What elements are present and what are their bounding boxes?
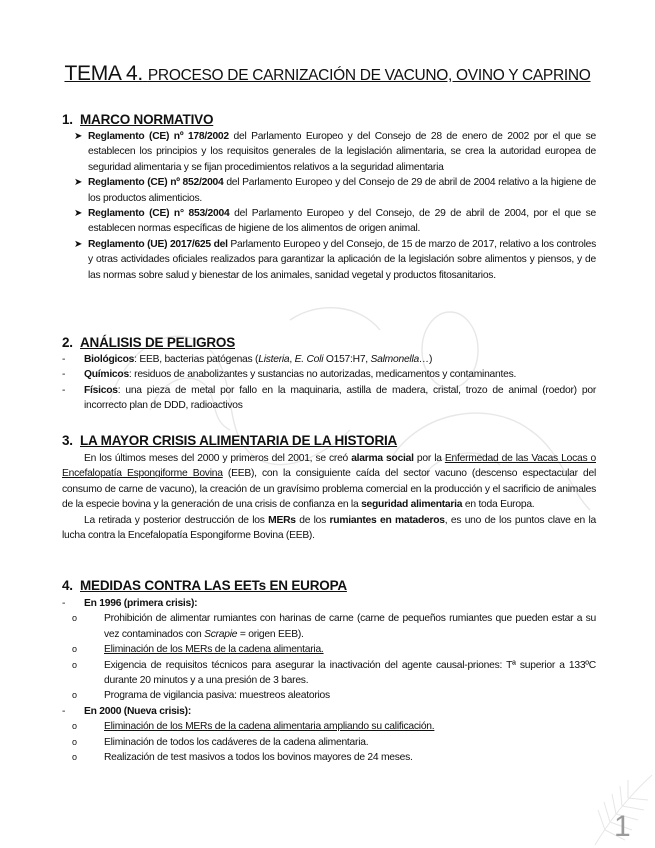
hazard-text: Listeria — [258, 354, 290, 365]
measure-text: = origen EEB). — [237, 628, 304, 640]
measure-item — [62, 719, 596, 734]
section-1-list — [62, 129, 596, 283]
hazard-label: Biológicos — [84, 354, 135, 365]
text-run: en toda Europa. — [462, 499, 535, 511]
hazard-text: , — [289, 354, 295, 365]
section-3-body — [62, 451, 596, 543]
text-run: Enfermedad de las Vacas Locas o Encefalopatía Espongiforme Bovina — [62, 453, 596, 480]
section-title: ANÁLISIS DE PELIGROS — [80, 335, 236, 350]
hazard-text: : una pieza de metal por fallo en la maquinaria, astilla de madera, cristal, trozo de animal (roedor) por incorrecto plan de DDD, radioactivos — [84, 384, 596, 412]
text-run: MERs — [268, 514, 296, 526]
measure-item — [62, 611, 596, 642]
regulation-name: Reglamento (UE) 2017/625 del — [88, 238, 228, 250]
arrow-bullet-icon: ➤ — [74, 238, 83, 250]
hazard-label: Químicos — [84, 369, 129, 381]
circle-bullet-icon: o — [72, 721, 77, 732]
hazard-item-chemical — [62, 367, 596, 382]
section-4-heading — [62, 578, 347, 594]
circle-bullet-icon: o — [72, 644, 77, 655]
measure-item — [62, 735, 596, 750]
section-title: MARCO NORMATIVO — [80, 112, 214, 127]
title-rest: PROCESO DE CARNIZACIÓN DE VACUNO, OVINO Y CAPRINO — [147, 67, 591, 84]
circle-bullet-icon: o — [72, 613, 77, 624]
title-tema: TEMA 4. — [64, 62, 143, 85]
section-4-list — [62, 596, 596, 765]
hazard-text: E. Coli — [294, 354, 324, 365]
dash-bullet: - — [62, 354, 66, 365]
regulation-text: del Parlamento Europeo y del Consejo de 29 de abril de 2004 relativo a la higiene de los productos alimenticios. — [88, 177, 596, 204]
measure-text: Realización de test masivos a todos los bovinos mayores de 24 meses. — [104, 752, 413, 764]
section-number: 2. — [62, 335, 73, 350]
circle-bullet-icon: o — [72, 659, 77, 670]
measure-item — [62, 642, 596, 657]
hazard-text: Salmonella… — [370, 354, 430, 365]
dash-bullet: - — [62, 598, 66, 609]
text-run: rumiantes en mataderos — [329, 514, 445, 526]
regulation-item — [62, 237, 596, 283]
section-2-list — [62, 352, 596, 414]
text-run: , es uno de los puntos clave en la lucha contra la Encefalopatía Espongiforme Bovina (EEB). — [62, 514, 596, 542]
dash-bullet: - — [62, 705, 66, 717]
regulation-item — [62, 129, 596, 175]
section-title: LA MAYOR CRISIS ALIMENTARIA DE LA HISTORIA — [80, 433, 398, 448]
group-label: En 1996 (primera crisis): — [84, 598, 198, 609]
measure-text: Eliminación de todos los cadáveres de la cadena alimentaria. — [104, 736, 369, 748]
regulation-name: Reglamento (CE) nº 852/2004 — [88, 177, 224, 189]
text-run: seguridad alimentaria — [361, 499, 463, 511]
section-number: 4. — [62, 578, 73, 593]
measures-group-2000 — [62, 704, 596, 719]
regulation-name: Reglamento (CE) n° 853/2004 — [88, 208, 230, 220]
paragraph — [62, 451, 596, 513]
measure-text: Scrapie — [204, 628, 238, 640]
regulation-item — [62, 175, 596, 206]
section-number: 1. — [62, 112, 73, 127]
measure-text: Eliminación de los MERs de la cadena alimentaria. — [104, 644, 324, 656]
measure-text: Programa de vigilancia pasiva: muestreos aleatorios — [104, 690, 330, 702]
text-run: por la — [413, 453, 445, 464]
section-title: MEDIDAS CONTRA LAS EETs EN EUROPA — [80, 578, 347, 593]
hazard-item-physical — [62, 383, 596, 414]
hazard-text: : EEB, bacterias patógenas ( — [134, 354, 259, 365]
measure-item — [62, 688, 596, 703]
dash-bullet: - — [62, 384, 66, 396]
text-run: (EEB), con la consiguiente caída del sector vacuno (descenso espectacular del consumo de carne de vacuno), la creación de un gravísimo problema comercial en la producción y el sacrificio de animales de la especie bovina y la generación de una crisis de confianza en la — [62, 468, 597, 511]
regulation-name: Reglamento (CE) nº 178/2002 — [88, 131, 229, 142]
page-number: 1 — [614, 810, 631, 843]
regulation-text: del Parlamento Europeo y del Consejo, de 29 de abril de 2004, por el que se establecen normas específicas de higiene de los alimentos de origen animal. — [88, 208, 596, 235]
regulation-item — [62, 206, 596, 237]
measure-item — [62, 750, 596, 765]
circle-bullet-icon: o — [72, 752, 77, 763]
measure-text: Eliminación de los MERs de la cadena alimentaria ampliando su calificación. — [104, 721, 435, 733]
section-3-heading — [62, 433, 397, 449]
arrow-bullet-icon: ➤ — [74, 131, 83, 142]
regulation-text: del Parlamento Europeo y del Consejo de 28 de enero de 2002 por el que se establecen los principios y los requisitos generales de la legislación alimentaria, se crea la autoridad europea de seguridad alimentaria y se fijan procedimientos relativos a la seguridad alimentaria — [88, 131, 596, 173]
section-2-heading — [62, 335, 235, 351]
measure-text: Prohibición de alimentar rumiantes con harinas de carne (carne de pequeños rumiantes que pueden estar a su vez contaminados con — [104, 613, 596, 640]
measures-group-1996 — [62, 596, 596, 611]
arrow-bullet-icon: ➤ — [74, 177, 83, 189]
circle-bullet-icon: o — [72, 736, 77, 747]
group-label: En 2000 (Nueva crisis): — [84, 705, 191, 717]
regulation-text: Parlamento Europeo y del Consejo, de 15 de marzo de 2017, relativo a los controles y otras actividades oficiales realizados para garantizar la aplicación de la legislación sobre alimentos y piensos, y de las normas sobre salud y bienestar de los animales, sanidad vegetal y productos fitosanitarios. — [88, 238, 596, 281]
dash-bullet: - — [62, 369, 66, 381]
measure-item — [62, 658, 596, 689]
hazard-item-biological — [62, 352, 596, 367]
hazard-label: Físicos — [84, 384, 118, 396]
arrow-bullet-icon: ➤ — [74, 208, 83, 220]
section-number: 3. — [62, 433, 73, 448]
text-run: alarma social — [351, 453, 414, 464]
document-title — [0, 62, 655, 88]
measure-text: Exigencia de requisitos técnicos para asegurar la inactivación del agente causal-priones: Tª superior a 133ºC durante 20 minutos y a una presión de 3 bares. — [104, 659, 596, 687]
text-run: En los últimos meses del 2000 y primeros del 2001, se creó — [84, 453, 352, 464]
circle-bullet-icon: o — [72, 690, 77, 701]
section-1-heading — [62, 112, 213, 128]
text-run: de los — [295, 514, 330, 526]
hazard-text: : residuos de anabolizantes y sustancias no autorizadas, medicamentos y contaminantes. — [128, 369, 517, 381]
hazard-text: ) — [429, 354, 433, 365]
paragraph — [62, 513, 596, 544]
hazard-text: O157:H7, — [323, 354, 371, 365]
text-run: La retirada y posterior destrucción de los — [84, 514, 269, 526]
